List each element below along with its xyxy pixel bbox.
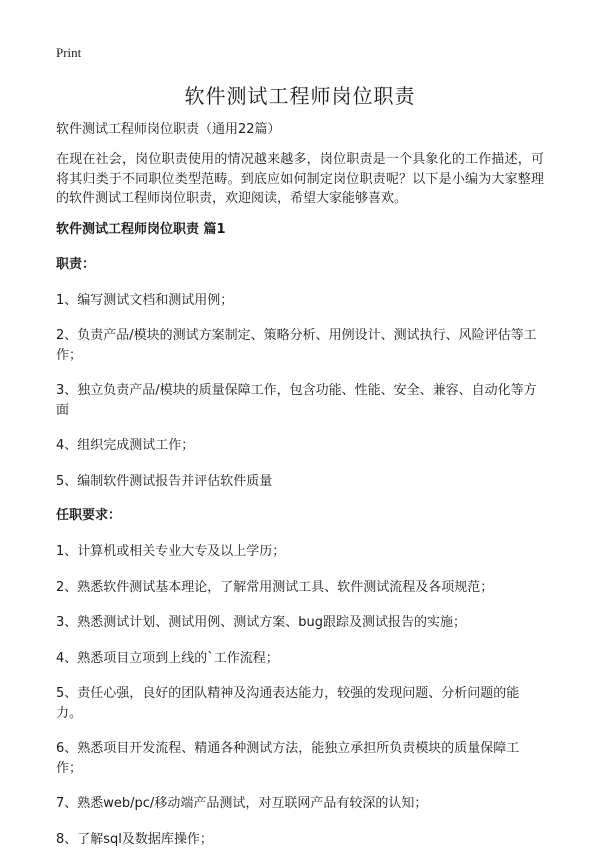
requirement-item: 4、熟悉项目立项到上线的`工作流程；	[56, 649, 544, 669]
requirement-item: 5、责任心强，良好的团队精神及沟通表达能力，较强的发现问题、分析问题的能力。	[56, 684, 544, 723]
requirement-item: 7、熟悉web/pc/移动端产品测试，对互联网产品有较深的认知；	[56, 794, 544, 814]
section-heading: 软件测试工程师岗位职责 篇1	[56, 221, 544, 239]
duty-item: 1、编写测试文档和测试用例；	[56, 291, 544, 311]
requirements-heading: 任职要求：	[56, 507, 544, 525]
requirement-item: 1、计算机或相关专业大专及以上学历；	[56, 542, 544, 562]
duties-heading: 职责：	[56, 256, 544, 274]
document-title: 软件测试工程师岗位职责	[56, 82, 544, 110]
duty-item: 3、独立负责产品/模块的质量保障工作，包含功能、性能、安全、兼容、自动化等方面	[56, 381, 544, 420]
duty-item: 4、组织完成测试工作；	[56, 436, 544, 456]
requirement-item: 3、熟悉测试计划、测试用例、测试方案、bug跟踪及测试报告的实施；	[56, 613, 544, 633]
print-label: Print	[56, 44, 544, 62]
requirements-list	[56, 542, 544, 849]
requirement-item: 2、熟悉软件测试基本理论，了解常用测试工具、软件测试流程及各项规范；	[56, 578, 544, 598]
document-subtitle: 软件测试工程师岗位职责（通用22篇）	[56, 121, 544, 139]
requirement-item: 6、熟悉项目开发流程、精通各种测试方法，能独立承担所负责模块的质量保障工作；	[56, 739, 544, 778]
duty-item: 5、编制软件测试报告并评估软件质量	[56, 472, 544, 492]
requirement-item: 8、了解sql及数据库操作；	[56, 830, 544, 849]
duties-list	[56, 291, 544, 492]
duty-item: 2、负责产品/模块的测试方案制定、策略分析、用例设计、测试执行、风险评估等工作；	[56, 326, 544, 365]
intro-paragraph: 在现在社会，岗位职责使用的情况越来越多，岗位职责是一个具象化的工作描述，可将其归类于不同职位类型范畴。到底应如何制定岗位职责呢？以下是小编为大家整理的软件测试工程师岗位职责，欢迎阅读，希望大家能够喜欢。	[56, 150, 544, 209]
